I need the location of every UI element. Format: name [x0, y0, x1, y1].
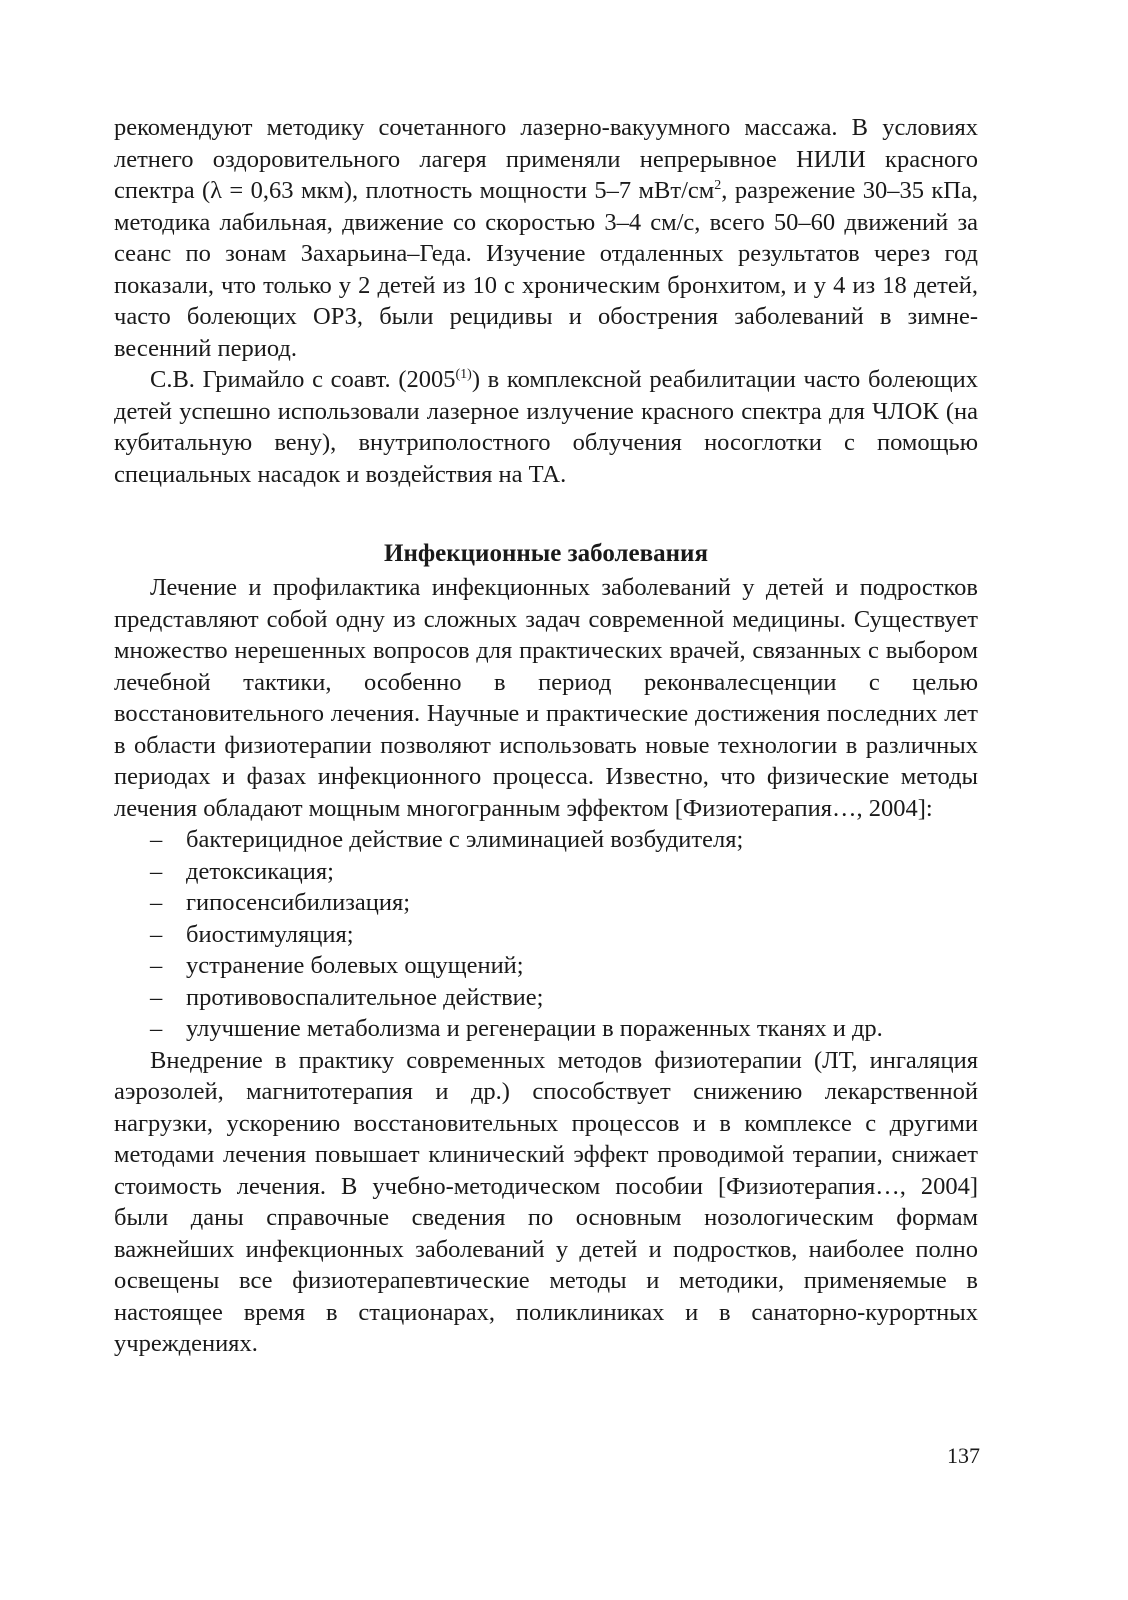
list-item	[114, 824, 978, 856]
paragraph-grimaylo	[114, 364, 978, 490]
bullet-dash: –	[150, 826, 163, 853]
list-item-text: биостимуляция;	[186, 920, 354, 948]
list-item-text: детоксикация;	[186, 857, 334, 885]
effects-list	[114, 824, 978, 1045]
superscript-reference: (1)	[455, 366, 472, 382]
list-item	[114, 856, 978, 888]
list-item	[114, 1013, 978, 1045]
section-heading: Инфекционные заболевания	[384, 540, 708, 567]
bullet-dash: –	[150, 920, 163, 948]
bullet-dash: –	[150, 983, 163, 1011]
bullet-dash: –	[150, 857, 163, 885]
list-item	[114, 982, 978, 1014]
list-item	[114, 887, 978, 919]
bullet-dash: –	[150, 1015, 163, 1042]
paragraph-section-closing: Внедрение в практику современных методов физиотерапии (ЛТ, ингаляция аэрозолей, магнитотерапия и др.) способствует снижению лекарственной нагрузки, ускорению восстановительных процессов и в комплексе с другими методами лечения повышает клинический эффект проводимой терапии, снижает стоимость лечения. В учебно-методическом пособии [Физиотерапия…, 2004] были даны справочные сведения по основным нозологическим формам важнейших инфекционных заболеваний у детей и подростков, наиболее полно освещены все физиотерапевтические методы и методики, применяемые в настоящее время в стационарах, поликлиниках и в санаторно-курортных учреждениях.	[114, 1046, 978, 1357]
list-item	[114, 919, 978, 951]
bullet-dash: –	[150, 952, 163, 979]
paragraph-text: , разрежение 30–35 кПа, методика лабильная, движение со скоростью 3–4 см/с, всего 50–60 движений за сеанс по зонам Захарьина–Геда. Изучение отдаленных результатов через год показали, что только у 2 детей из 10 с хроническим бронхитом, и у 4 из 18 детей, часто болеющих ОРЗ, были рецидивы и обострения заболеваний в зимне-весенний период.	[114, 177, 978, 362]
list-item-text: устранение болевых ощущений;	[186, 952, 524, 979]
page-number: 137	[947, 1443, 980, 1468]
page-body	[114, 112, 978, 1360]
paragraph-text: рекомендуют методику сочетанного лазерно-вакуумного массажа. В условиях летнего оздоровительного лагеря применяли непрерывное НИЛИ красного спектра (λ = 0,63 мкм), плотность мощности 5–7 мВт/см	[114, 114, 978, 204]
paragraph-section-intro: Лечение и профилактика инфекционных заболеваний у детей и подростков представляют собой одну из сложных задач современной медицины. Существует множество нерешенных вопросов для практических врачей, связанных с выбором лечебной тактики, особенно в период реконвалесценции с целью восстановительного лечения. Научные и практические достижения последних лет в области физиотерапии позволяют использовать новые технологии в различных периодах и фазах инфекционного процесса. Известно, что физические методы лечения обладают мощным многогранным эффектом [Физиотерапия…, 2004]:	[114, 574, 978, 822]
bullet-dash: –	[150, 889, 163, 916]
list-item-text: противовоспалительное действие;	[186, 983, 544, 1011]
paragraph-laser-vacuum-massage	[114, 112, 978, 364]
paragraph-text: ) в комплексной реабилитации часто болеющих детей успешно использовали лазерное излучение красного спектра для ЧЛОК (на кубитальную вену), внутриполостного облучения носоглотки с помощью специальных насадок и воздействия на ТА.	[114, 366, 978, 488]
list-item-text: гипосенсибилизация;	[186, 889, 411, 916]
paragraph-text: С.В. Гримайло с соавт. (2005	[150, 366, 456, 393]
list-item	[114, 950, 978, 982]
superscript-unit: 2	[714, 177, 722, 193]
list-item-text: улучшение метаболизма и регенерации в пораженных тканях и др.	[186, 1015, 883, 1042]
list-item-text: бактерицидное действие с элиминацией возбудителя;	[186, 826, 744, 853]
